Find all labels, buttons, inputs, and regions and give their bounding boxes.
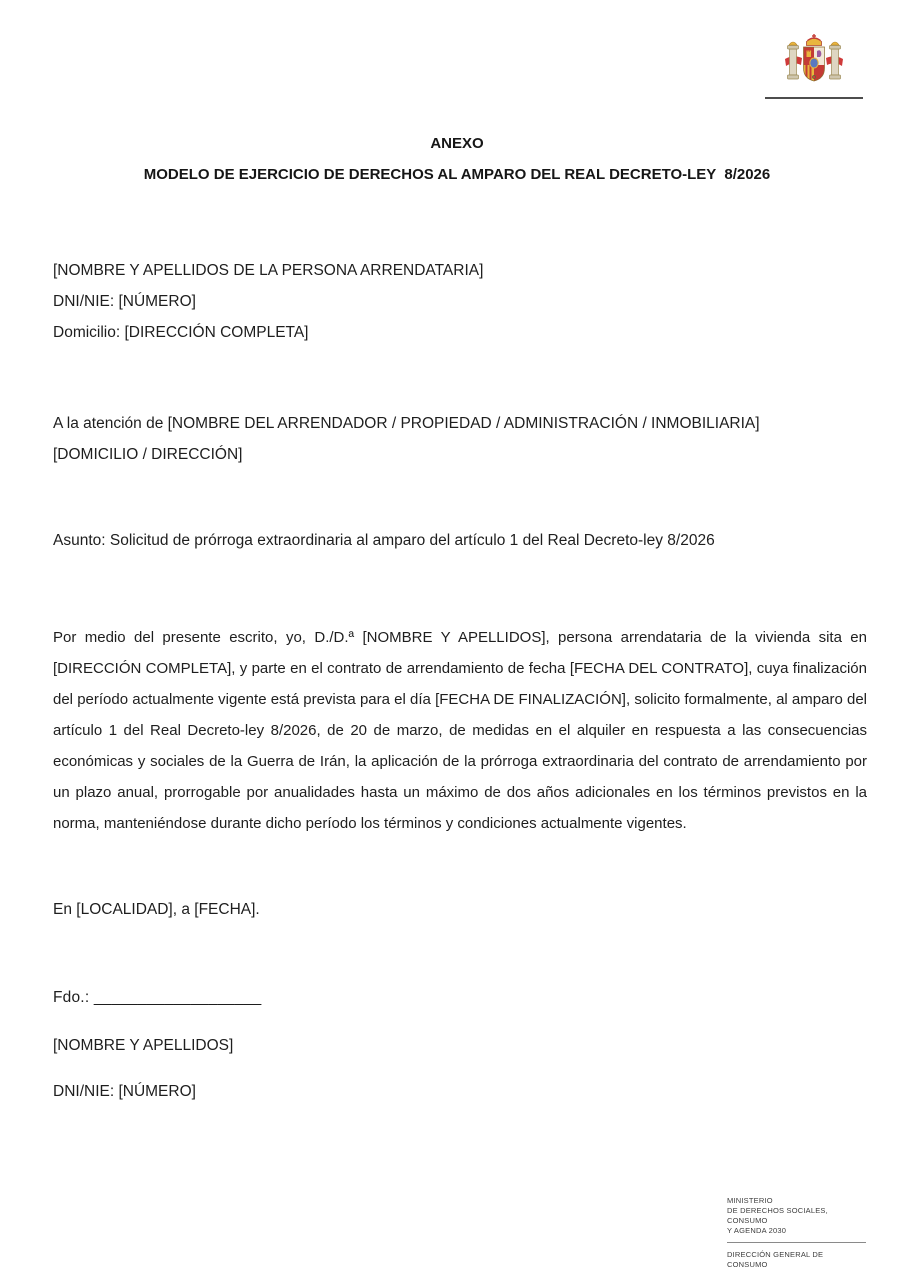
department-line2: CONSUMO — [727, 1260, 768, 1269]
sender-name: [NOMBRE Y APELLIDOS DE LA PERSONA ARRENDATARIA] — [53, 262, 484, 279]
body-paragraph: Por medio del presente escrito, yo, D./D.ª [NOMBRE Y APELLIDOS], persona arrendataria de la vivienda sita en [DIRECCIÓN COMPLETA], y parte en el contrato de arrendamiento de fecha [FECHA DEL CONTRATO], cuya finalización del período actualmente vigente está prevista para el día [FECHA DE FINALIZACIÓN], solicito formalmente, al amparo del artículo 1 del Real Decreto-ley 8/2026, de 20 de marzo, de medidas en el alquiler en respuesta a las consecuencias económicas y sociales de la Guerra de Irán, la aplicación de la prórroga extraordinaria del contrato de arrendamiento por un plazo anual, prorrogable por anualidades hasta un máximo de dos años adicionales en los términos previstos en la norma, manteniéndose durante dicho período los términos y condiciones actualmente vigentes. — [53, 629, 867, 832]
document-title: ANEXO — [430, 135, 484, 152]
signature-name: [NOMBRE Y APELLIDOS] — [53, 1037, 234, 1054]
signature-line: Fdo.: ___________________ — [53, 989, 262, 1006]
signature-dni: DNI/NIE: [NÚMERO] — [53, 1083, 196, 1100]
place-date-line: En [LOCALIDAD], a [FECHA]. — [53, 901, 260, 918]
footer-divider — [727, 1242, 866, 1243]
letterhead-emblem — [762, 32, 866, 99]
recipient-attention: A la atención de [NOMBRE DEL ARRENDADOR / PROPIEDAD / ADMINISTRACIÓN / INMOBILIARIA] — [53, 415, 760, 432]
ministry-name-line1: MINISTERIO — [727, 1196, 773, 1205]
sender-block — [53, 255, 483, 348]
ministry-name-line3: Y AGENDA 2030 — [727, 1226, 787, 1235]
recipient-address: [DOMICILIO / DIRECCIÓN] — [53, 446, 243, 463]
letterhead-rule — [765, 97, 863, 99]
document-subtitle: MODELO DE EJERCICIO DE DERECHOS AL AMPARO DEL REAL DECRETO-LEY 8/2026 — [143, 166, 771, 183]
ministry-footer — [727, 1196, 867, 1270]
sender-address: Domicilio: [DIRECCIÓN COMPLETA] — [53, 324, 309, 341]
sender-dni: DNI/NIE: [NÚMERO] — [53, 293, 196, 310]
ministry-name-line2: DE DERECHOS SOCIALES, CONSUMO — [727, 1206, 828, 1225]
recipient-block — [53, 408, 760, 470]
spain-coat-of-arms-icon — [782, 32, 846, 90]
department-line1: DIRECCIÓN GENERAL DE — [727, 1250, 824, 1259]
subject-line: Asunto: Solicitud de prórroga extraordinaria al amparo del artículo 1 del Real Decreto-ley 8/2026 — [53, 532, 715, 549]
